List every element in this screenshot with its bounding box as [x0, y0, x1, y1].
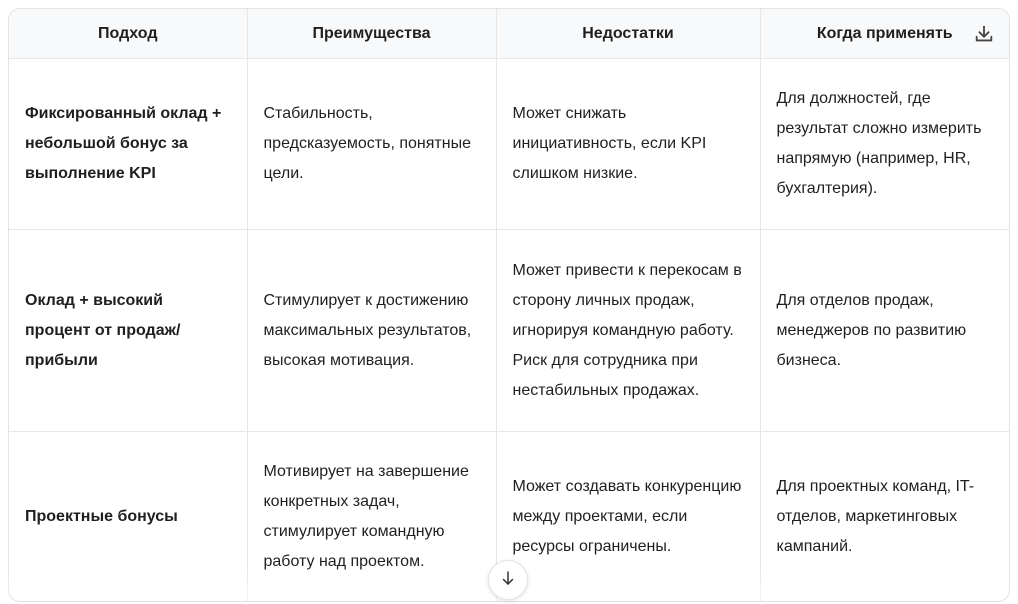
- table-header-row: [9, 9, 1009, 59]
- comparison-table: [9, 9, 1009, 602]
- arrow-down-icon: [499, 569, 517, 592]
- download-icon[interactable]: [973, 23, 995, 45]
- cell-pros: Мотивирует на завершение конкретных задач, стимулирует командную работу над проектом.: [247, 432, 496, 603]
- scroll-down-button[interactable]: [488, 560, 528, 600]
- header-when: [760, 9, 1009, 59]
- header-when-label: Когда применять: [816, 24, 953, 42]
- cell-pros: Стимулирует к достижению максимальных результатов, высокая мотивация.: [247, 230, 496, 432]
- cell-pros: Стабильность, предсказуемость, понятные цели.: [247, 59, 496, 230]
- cell-cons: Может создавать конкуренцию между проектами, если ресурсы ограничены.: [496, 432, 760, 603]
- header-cons: Недостатки: [496, 9, 760, 59]
- table-row: [9, 230, 1009, 432]
- table-row: [9, 59, 1009, 230]
- cell-when: Для отделов продаж, менеджеров по развитию бизнеса.: [760, 230, 1009, 432]
- cell-when: Для проектных команд, IT-отделов, маркетинговых кампаний.: [760, 432, 1009, 603]
- cell-approach: Оклад + высокий процент от продаж/ прибыли: [9, 230, 247, 432]
- comparison-table-container: [8, 8, 1010, 602]
- header-pros: Преимущества: [247, 9, 496, 59]
- cell-cons: Может снижать инициативность, если KPI слишком низкие.: [496, 59, 760, 230]
- cell-cons: Может привести к перекосам в сторону личных продаж, игнорируя командную работу. Риск для сотрудника при нестабильных продажах.: [496, 230, 760, 432]
- cell-when: Для должностей, где результат сложно измерить напрямую (например, HR, бухгалтерия).: [760, 59, 1009, 230]
- cell-approach: Проектные бонусы: [9, 432, 247, 603]
- cell-approach: Фиксированный оклад + небольшой бонус за выполнение KPI: [9, 59, 247, 230]
- header-approach: Подход: [9, 9, 247, 59]
